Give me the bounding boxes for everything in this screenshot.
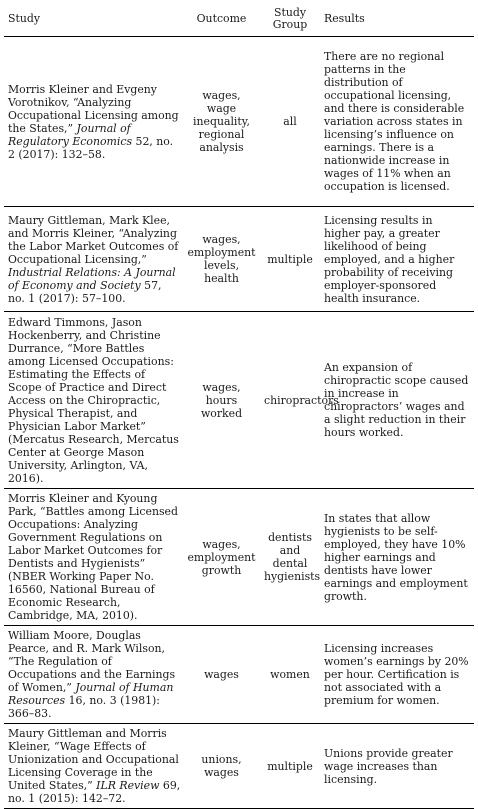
journal-title: Journal of Human Resources <box>8 681 174 707</box>
results-cell: Licensing increases women’s earnings by 20% per hour. Certification is not associated with a premium for women. <box>320 626 474 724</box>
outcome-cell: wages, hours worked <box>183 312 260 489</box>
study-group-cell: all <box>260 37 320 207</box>
results-cell: An expansion of chiropractic scope caused in increase in chiropractors’ wages and a slight reduction in their hours worked. <box>320 312 474 489</box>
study-cell <box>4 312 183 489</box>
study-citation: William Moore, Douglas Pearce, and R. Mark Wilson, “The Regulation of Occupations and the Earnings of Women,” <box>8 629 176 694</box>
table-row <box>4 312 474 489</box>
results-cell: There are no regional patterns in the distribution of occupational licensing, and there is considerable variation across states in licensing’s influence on earnings. There is a nationwide increase in wages of 11% when an occupation is licensed. <box>320 37 474 207</box>
table-row <box>4 207 474 312</box>
study-citation: Maury Gittleman and Morris Kleiner, “Wage Effects of Unionization and Occupational Licensing Coverage in the United States,” <box>8 727 179 792</box>
outcome-cell: unions, wages <box>183 724 260 809</box>
journal-title: Journal of Regulatory Economics <box>8 121 133 148</box>
study-citation: Maury Gittleman, Mark Klee, and Morris Kleiner, “Analyzing the Labor Market Outcomes of Occupational Licensing,” <box>8 213 179 266</box>
header-row <box>4 5 474 37</box>
study-group-cell: dentists and dental hygienists <box>260 489 320 626</box>
results-cell: Licensing results in higher pay, a greater likelihood of being employed, and a higher probability of receiving employer-sponsored health insurance. <box>320 207 474 312</box>
study-group-cell: chiropractors <box>260 312 320 489</box>
table-row <box>4 626 474 724</box>
results-cell: Unions provide greater wage increases than licensing. <box>320 724 474 809</box>
study-cell <box>4 626 183 724</box>
journal-title: ILR Review <box>96 779 160 792</box>
study-group-cell: women <box>260 626 320 724</box>
study-citation: Morris Kleiner and Evgeny Vorotnikov, “Analyzing Occupational Licensing among the States,” <box>8 82 179 135</box>
study-cell <box>4 724 183 809</box>
table-body <box>4 37 474 809</box>
outcome-cell: wages, wage inequality, regional analysis <box>183 37 260 207</box>
licensing-studies-table <box>4 5 474 809</box>
journal-title: Industrial Relations: A Journal of Economy and Society <box>8 265 176 292</box>
header-study-group: Study Group <box>260 5 320 37</box>
study-citation: Edward Timmons, Jason Hockenberry, and Christine Durrance, “More Battles among Licensed Occupations: Estimating the Effects of Scope of Practice and Direct Access on the Chiropractic, Physical Therapist, and Physician Labor Market” (Mercatus Research, Mercatus Center at George Mason University, Arlington, VA, 2016). <box>8 315 179 485</box>
study-group-cell: multiple <box>260 724 320 809</box>
table-row <box>4 724 474 809</box>
study-cell <box>4 37 183 207</box>
study-citation-end: 52, no. 2 (2017): 132–58. <box>8 134 174 161</box>
table-header <box>4 5 474 37</box>
header-study: Study <box>4 5 183 37</box>
outcome-cell: wages <box>183 626 260 724</box>
table-row <box>4 37 474 207</box>
results-cell: In states that allow hygienists to be self-employed, they have 10% higher earnings and dentists have lower earnings and employment growth. <box>320 489 474 626</box>
outcome-cell: wages, employment levels, health <box>183 207 260 312</box>
study-cell <box>4 489 183 626</box>
study-citation: Morris Kleiner and Kyoung Park, “Battles among Licensed Occupations: Analyzing Government Regulations on Labor Market Outcomes for Dentists and Hygienists” (NBER Working Paper No. 16560, National Bureau of Economic Research, Cambridge, MA, 2010). <box>8 492 178 622</box>
outcome-cell: wages, employment growth <box>183 489 260 626</box>
header-results: Results <box>320 5 474 37</box>
study-citation-end: 57, no. 1 (2017): 57–100. <box>8 278 162 305</box>
header-outcome: Outcome <box>183 5 260 37</box>
study-group-cell: multiple <box>260 207 320 312</box>
study-citation-end: 16, no. 3 (1981): 366–83. <box>8 694 160 720</box>
study-cell <box>4 207 183 312</box>
table-row <box>4 489 474 626</box>
study-citation-end: 69, no. 1 (2015): 142–72. <box>8 779 181 805</box>
